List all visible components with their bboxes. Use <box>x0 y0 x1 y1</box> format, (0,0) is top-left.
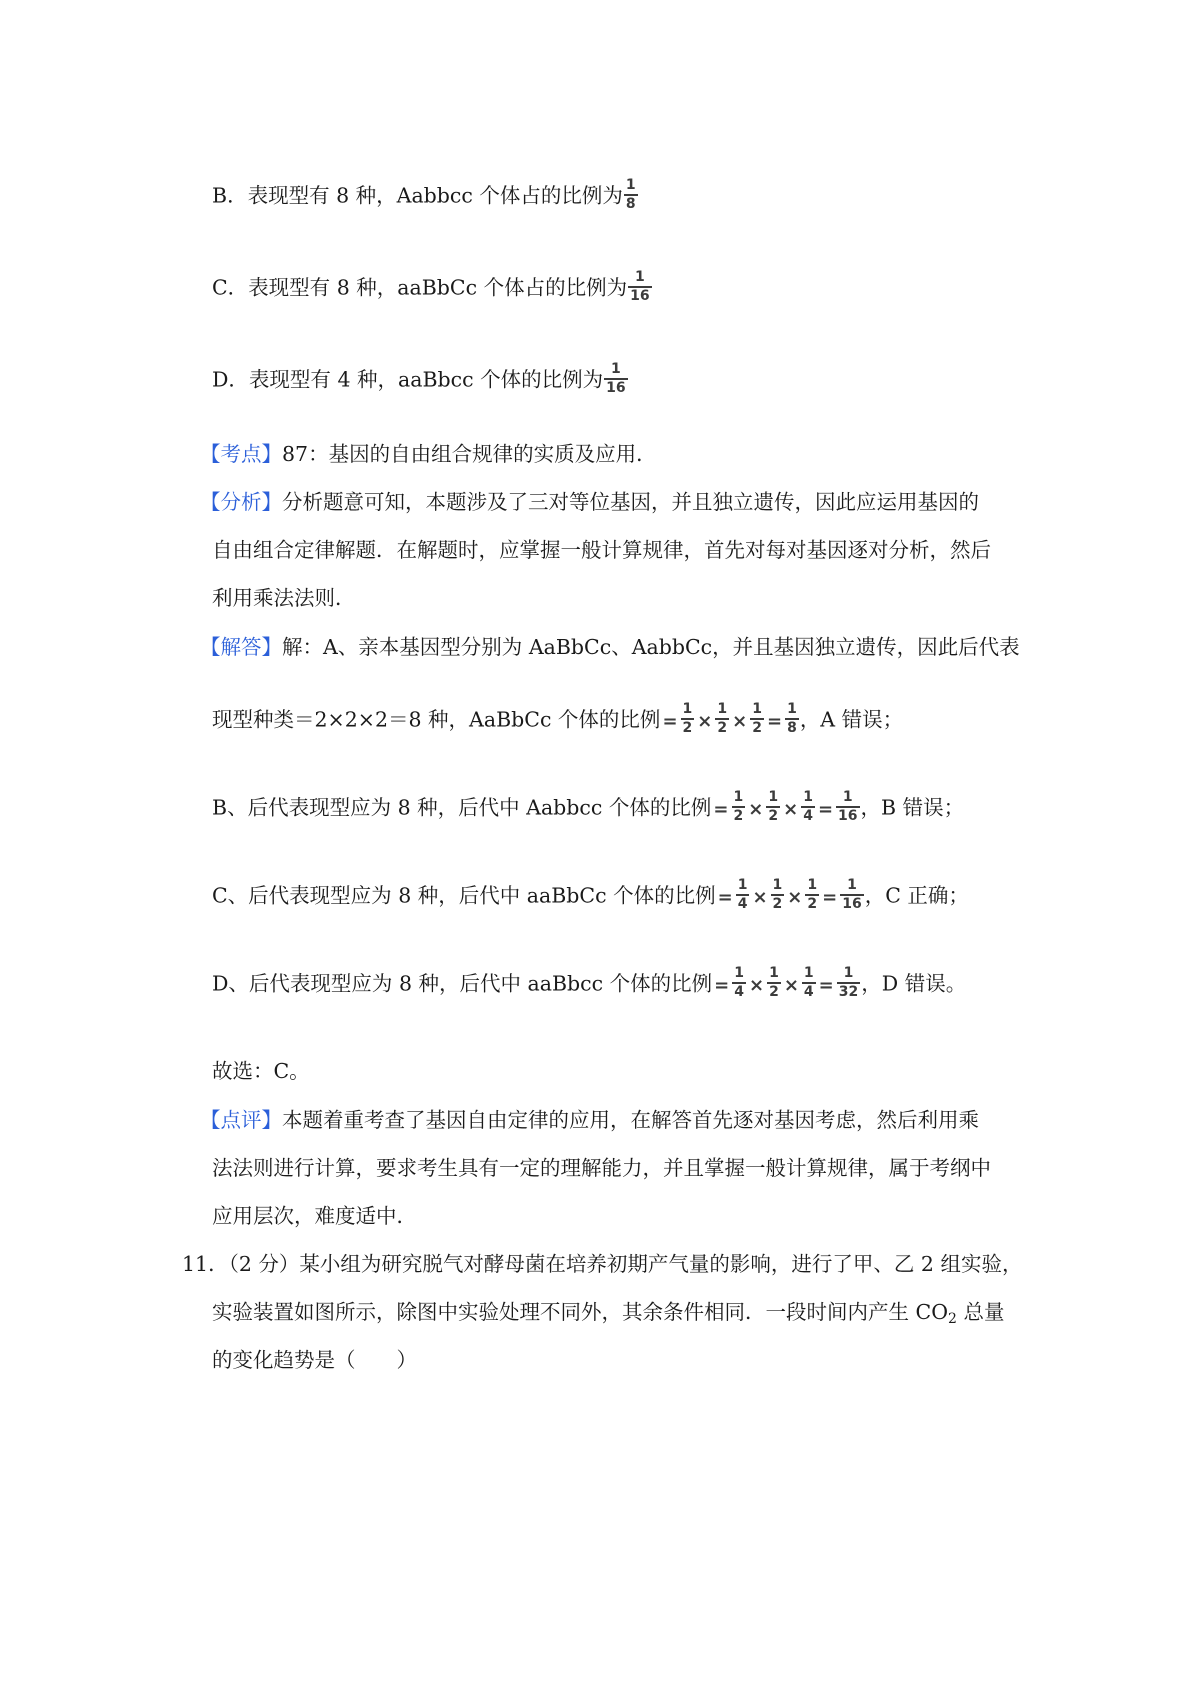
jieda-b-prefix: B、后代表现型应为 8 种，后代中 Aabbcc 个体的比例 <box>212 795 712 820</box>
fraction: $\frac{1}{4}$ <box>803 965 814 1000</box>
jieda-line-1 <box>200 633 1030 661</box>
jieda-text-1: 解：A、亲本基因型分别为 AaBbCc、AabbCc，并且基因独立遗传，因此后代表 <box>282 635 1020 659</box>
dianping-tag: 【点评】 <box>200 1108 282 1132</box>
kaodian-line <box>200 440 1030 468</box>
option-b <box>212 177 1030 214</box>
option-b-text: B．表现型有 8 种，Aabbcc 个体占的比例为 <box>212 183 623 208</box>
times-sign: × <box>787 886 803 908</box>
subscript: 2 <box>948 1311 957 1327</box>
times-sign: × <box>748 798 764 820</box>
fraction: $\frac{1}{4}$ <box>737 877 748 912</box>
jieda-line-b <box>212 789 1030 826</box>
fraction: $\frac{1}{4}$ <box>803 789 813 824</box>
dianping-line-1 <box>200 1106 1030 1134</box>
equals-sign: = <box>766 710 783 732</box>
fenxi-tag: 【分析】 <box>200 490 282 514</box>
jieda-d-suffix: ，D 错误。 <box>861 971 967 996</box>
kaodian-tag: 【考点】 <box>200 442 282 466</box>
question-11-line-2: 实验装置如图所示，除图中实验处理不同外，其余条件相同．一段时间内产生 $CO_2$ 总量 <box>212 1300 1005 1327</box>
times-sign: × <box>748 974 765 996</box>
times-sign: × <box>783 798 799 820</box>
dianping-line-3: 应用层次，难度适中． <box>212 1204 417 1228</box>
option-d-fraction: $\frac{1}{16}$ <box>606 361 626 396</box>
jieda-a-prefix: 现型种类＝2×2×2＝8 种，AaBbCc 个体的比例 <box>212 707 661 732</box>
result-fraction: $\frac{1}{16}$ <box>842 877 862 912</box>
fenxi-text-1: 分析题意可知，本题涉及了三对等位基因，并且独立遗传，因此应运用基因的 <box>282 490 979 514</box>
equals-sign: = <box>662 710 678 732</box>
fraction: $\frac{1}{4}$ <box>734 965 744 1000</box>
fenxi-line-2: 自由组合定律解题．在解题时，应掌握一般计算规律，首先对每对基因逐对分析，然后 <box>212 538 991 562</box>
option-d-text: D．表现型有 4 种，aaBbcc 个体的比例为 <box>212 367 604 392</box>
fraction: $\frac{1}{2}$ <box>752 701 762 736</box>
jieda-line-a <box>212 701 1030 738</box>
question-number: 11． <box>182 1252 229 1276</box>
jieda-c-prefix: C、后代表现型应为 8 种，后代中 aaBbCc 个体的比例 <box>212 883 716 908</box>
equals-sign: = <box>818 974 834 996</box>
times-sign: × <box>697 710 713 732</box>
question-11-line-3: 的变化趋势是（ ） <box>212 1348 417 1372</box>
jieda-tag: 【解答】 <box>200 635 282 659</box>
times-sign: × <box>732 710 748 732</box>
fraction: $\frac{1}{2}$ <box>769 965 779 1000</box>
jieda-line-c <box>212 877 1030 914</box>
fenxi-line-1 <box>200 488 1030 516</box>
times-sign: × <box>752 886 768 908</box>
fraction: $\frac{1}{2}$ <box>772 877 783 912</box>
result-fraction: $\frac{1}{32}$ <box>838 965 859 1000</box>
option-d <box>212 361 1030 398</box>
result-fraction: $\frac{1}{16}$ <box>838 789 858 824</box>
option-b-fraction: $\frac{1}{8}$ <box>625 177 636 212</box>
fraction: $\frac{1}{2}$ <box>682 701 693 736</box>
jieda-d-prefix: D、后代表现型应为 8 种，后代中 aaBbcc 个体的比例 <box>212 971 713 996</box>
jieda-line-d <box>212 965 1030 1002</box>
result-fraction: $\frac{1}{8}$ <box>787 701 797 736</box>
jieda-c-suffix: ，C 正确； <box>864 883 969 908</box>
equals-sign: = <box>822 886 838 908</box>
equals-sign: = <box>714 974 730 996</box>
equals-sign: = <box>817 798 834 820</box>
fraction: $\frac{1}{2}$ <box>768 789 779 824</box>
fraction: $\frac{1}{2}$ <box>717 701 728 736</box>
jieda-answer: 故选：C。 <box>212 1059 310 1083</box>
fenxi-line-3: 利用乘法法则． <box>212 586 356 610</box>
option-c <box>212 269 1030 306</box>
equals-sign: = <box>713 798 729 820</box>
kaodian-text: 87：基因的自由组合规律的实质及应用． <box>282 442 657 466</box>
dianping-text-1: 本题着重考查了基因自由定律的应用，在解答首先逐对基因考虑，然后利用乘 <box>282 1108 979 1132</box>
dianping-line-2: 法法则进行计算，要求考生具有一定的理解能力，并且掌握一般计算规律，属于考纲中 <box>212 1156 991 1180</box>
question-11-line-1 <box>182 1250 1030 1278</box>
option-c-text: C．表现型有 8 种，aaBbCc 个体占的比例为 <box>212 275 628 300</box>
jieda-a-suffix: ，A 错误； <box>799 707 904 732</box>
question-11-text-1: （2 分）某小组为研究脱气对酵母菌在培养初期产气量的影响，进行了甲、乙 2 组实验， <box>228 1252 1023 1276</box>
fraction: $\frac{1}{2}$ <box>807 877 818 912</box>
jieda-b-suffix: ，B 错误； <box>860 795 965 820</box>
option-c-fraction: $\frac{1}{16}$ <box>630 269 650 304</box>
equals-sign: = <box>717 886 733 908</box>
fraction: $\frac{1}{2}$ <box>733 789 744 824</box>
times-sign: × <box>783 974 799 996</box>
